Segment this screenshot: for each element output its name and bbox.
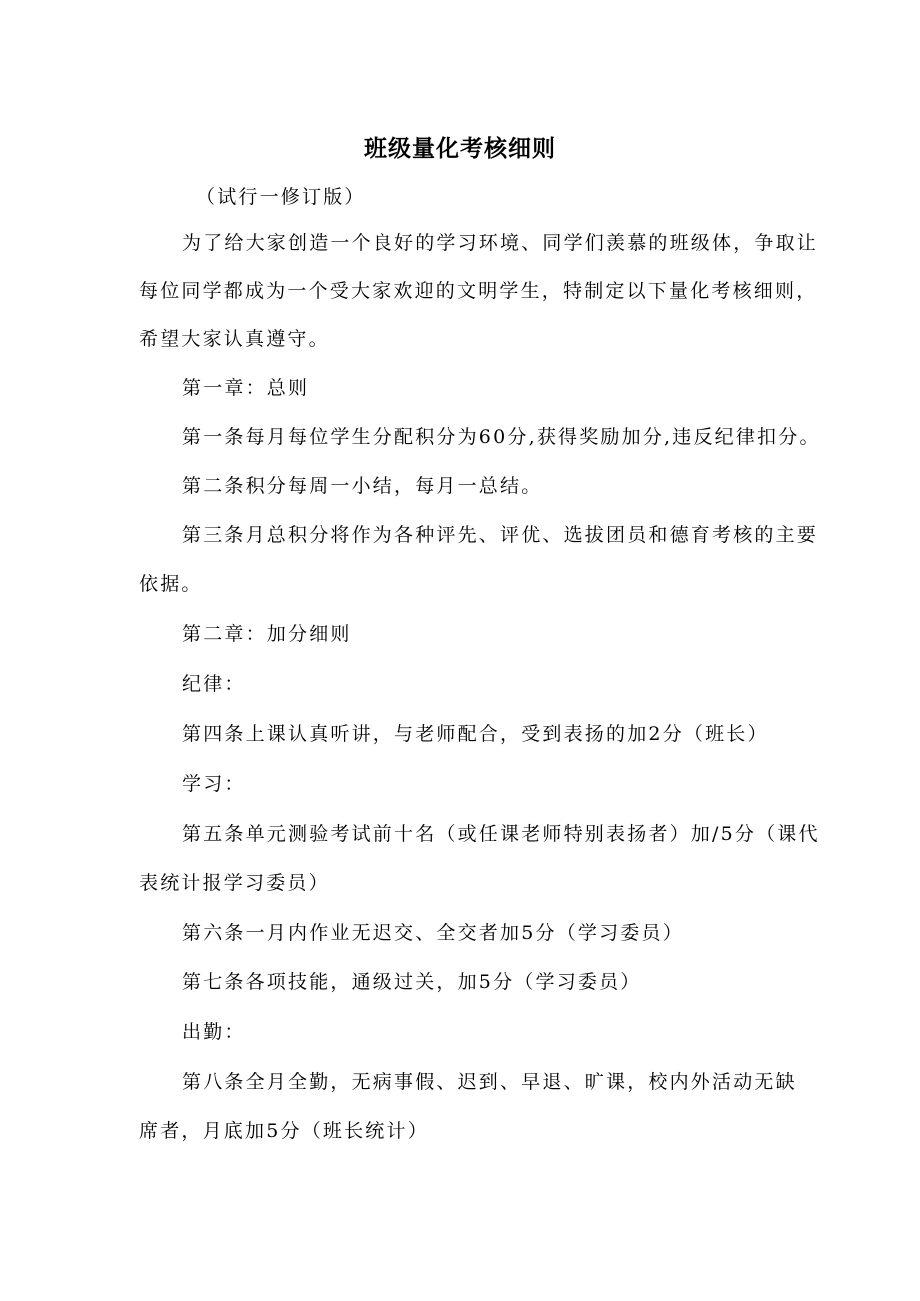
- article-3-line-2: 依据。: [139, 573, 203, 595]
- article-3-line-1: 第三条月总积分将作为各种评先、评优、选拔团员和德育考核的主要: [182, 524, 819, 546]
- article-8-line-1: 第八条全月全勤，无病事假、迟到、早退、旷课，校内外活动无缺: [182, 1071, 797, 1093]
- article-2: 第二条积分每周一小结，每月一总结。: [182, 475, 543, 497]
- document-subtitle: （试行一修订版）: [196, 186, 366, 208]
- article-4: 第四条上课认真听讲，与老师配合，受到表扬的加2分（班长）: [182, 723, 769, 745]
- chapter-1-heading: 第一章：总则: [182, 377, 310, 399]
- chapter-2-heading: 第二章：加分细则: [182, 623, 352, 645]
- article-1: 第一条每月每位学生分配积分为60分,获得奖励加分,违反纪律扣分。: [182, 426, 821, 448]
- article-7: 第七条各项技能，通级过关，加5分（学习委员）: [182, 971, 642, 993]
- document-title: 班级量化考核细则: [364, 136, 556, 162]
- article-5-line-1: 第五条单元测验考试前十名（或任课老师特别表扬者）加/5分（课代: [182, 823, 820, 845]
- intro-line-1: 为了给大家创造一个良好的学习环境、同学们羡慕的班级体，争取让: [182, 232, 819, 254]
- section-study: 学习：: [182, 773, 246, 795]
- article-5-line-2: 表统计报学习委员）: [139, 872, 330, 894]
- section-discipline: 纪律：: [182, 673, 246, 695]
- article-8-line-2: 席者，月底加5分（班长统计）: [139, 1120, 429, 1142]
- intro-line-3: 希望大家认真遵守。: [139, 328, 330, 350]
- intro-line-2: 每位同学都成为一个受大家欢迎的文明学生，特制定以下量化考核细则，: [139, 280, 818, 302]
- article-6: 第六条一月内作业无迟交、全交者加5分（学习委员）: [182, 922, 684, 944]
- section-attendance: 出勤：: [182, 1021, 246, 1043]
